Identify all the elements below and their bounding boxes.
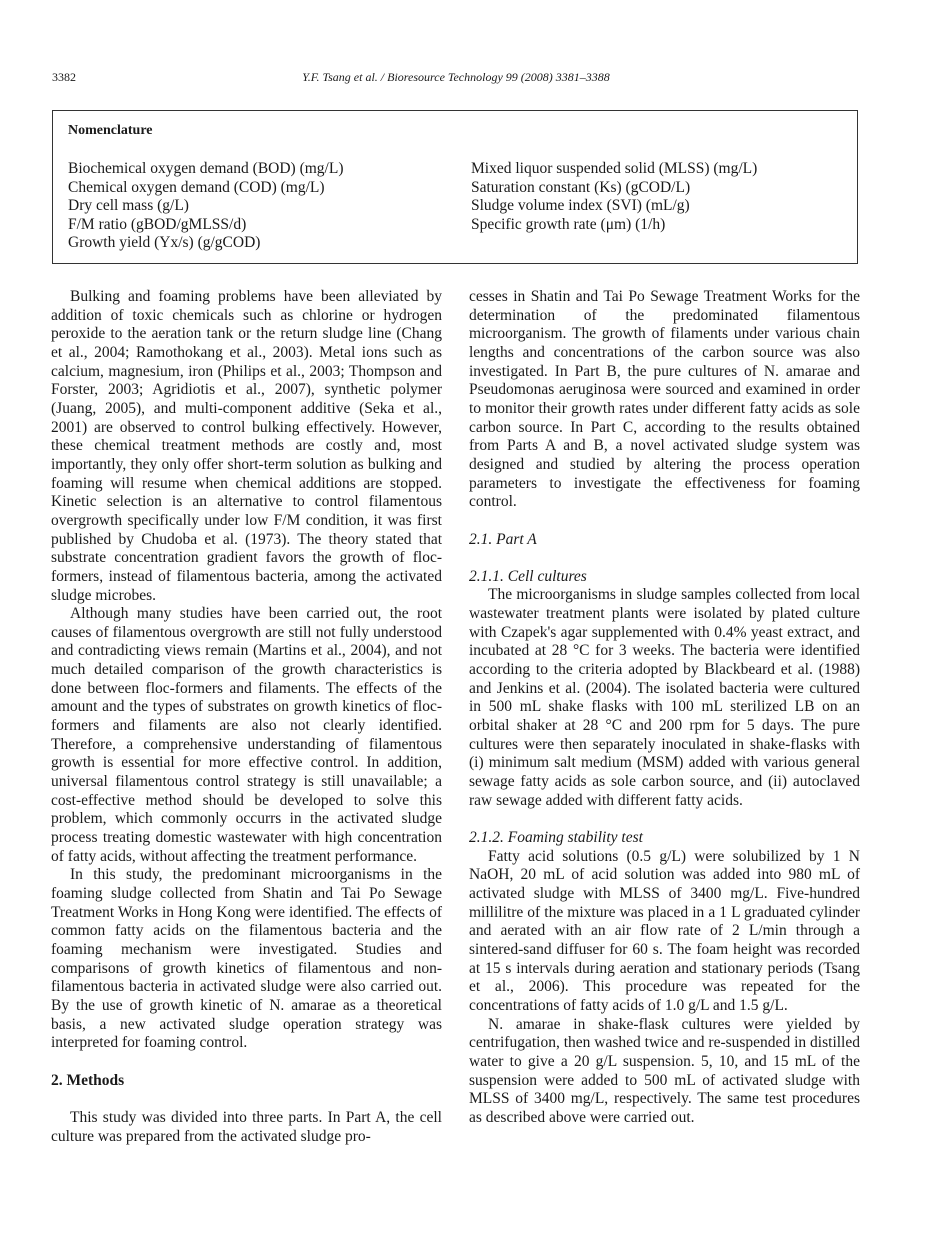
running-head: Y.F. Tsang et al. / Bioresource Technology 99 (2008) 3381–3388: [302, 70, 610, 84]
paragraph-root-causes: Although many studies have been carried out, the root causes of filamentous overgrowth are still not fully understood and contradicting views remain (Martins et al., 2004), and not much detailed comparison of the growth characteristics is done between floc-formers and filaments. The effects of the amount and the types of substrates on growth kinetics of floc-formers and filaments are also not clearly identified. Therefore, a comprehensive understanding of filamentous growth is essential for more effective control. In addition, universal filamentous control strategy is still unavailable; a cost-effective method should be developed to solve this problem, which commonly occurrs in the activated sludge process treating domestic wastewater with high concentration of fatty acids, without affecting the treatment performance.: [51, 605, 442, 865]
nomenclature-item: Specific growth rate (μm) (1/h): [471, 215, 666, 233]
paragraph-study-parts: This study was divided into three parts. In Part A, the cell culture was prepared from the activated sludge pro-: [51, 1108, 442, 1145]
page-header: [52, 70, 860, 88]
paragraph-study-parts-continued: cesses in Shatin and Tai Po Sewage Treatment Works for the determination of the predominated filamentous microorganism. The growth of filaments under various chain lengths and concentrations of the carbon source was also investigated. In Part B, the pure cultures of N. amarae and Pseudomonas aeruginosa were sourced and examined in order to monitor their growth rates under different fatty acids as sole carbon source. In Part C, according to the results obtained from Parts A and B, a novel activated sludge system was designed and studied by altering the process operation parameters to investigate the effectiveness for foaming control.: [469, 288, 860, 511]
nomenclature-item: Dry cell mass (g/L): [68, 197, 189, 215]
nomenclature-item: Growth yield (Yx/s) (g/gCOD): [68, 234, 261, 252]
subsection-heading-part-a: 2.1. Part A: [469, 530, 537, 548]
nomenclature-title: Nomenclature: [68, 123, 153, 138]
nomenclature-item: Biochemical oxygen demand (BOD) (mg/L): [68, 160, 344, 177]
nomenclature-item: Chemical oxygen demand (COD) (mg/L): [68, 178, 325, 196]
subsection-heading-foaming-test: 2.1.2. Foaming stability test: [469, 828, 643, 846]
paragraph-this-study: In this study, the predominant microorganisms in the foaming sludge collected from Shatin and Tai Po Sewage Treatment Works in Hong Kong were identified. The effects of common fatty acids on the filamentous bacteria and the foaming mechanism were investigated. Studies and comparisons of growth kinetics of filamentous and non-filamentous bacteria in activated sludge were also carried out. By the use of growth kinetic of N. amarae as a theoretical basis, a new activated sludge operation strategy was interpreted for foaming control.: [51, 866, 442, 1052]
paragraph-bulking-foaming: Bulking and foaming problems have been alleviated by addition of toxic chemicals such as chlorine or hydrogen peroxide to the aeration tank or the return sludge line (Chang et al., 2004; Ramothokang et al., 2003). Metal ions such as calcium, magnesium, iron (Philips et al., 2003; Thompson and Forster, 2003; Agridiotis et al., 2007), synthetic polymer (Juang, 2005), and multi-component additive (Seka et al., 2001) are observed to control bulking effectively. However, these chemical treatment methods are costly and, most importantly, they only offer short-term solution as bulking and foaming will resume when chemical additions are stopped. Kinetic selection is an alternative to control filamentous overgrowth specifically under low F/M condition, it was first published by Chudoba et al. (1973). The theory stated that substrate concentration gradient favors the growth of floc-formers, instead of filamentous bacteria, among the activated sludge microbes.: [51, 288, 442, 604]
right-column: [469, 288, 860, 1127]
page-number: 3382: [52, 70, 76, 84]
paragraph-foaming-test: Fatty acid solutions (0.5 g/L) were solubilized by 1 N NaOH, 20 mL of acid solution was added into 980 mL of activated sludge with MLSS of 3400 mg/L. Five-hundred millilitre of the mixture was placed in a 1 L graduated cylinder and aerated with an air flow rate of 2 L/min through a sintered-sand diffuser for 60 s. The foam height was recorded at 15 s intervals during aeration and stationary periods (Tsang et al., 2006). This procedure was repeated for the concentrations of fatty acids of 1.0 g/L and 1.5 g/L.: [469, 847, 860, 1014]
paragraph-amarae-suspension: N. amarae in shake-flask cultures were yielded by centrifugation, then washed twice and re-suspended in distilled water to give a 20 g/L suspension. 5, 10, and 15 mL of the suspension were added to 500 mL of activated sludge with MLSS of 3400 mg/L, respectively. The same test procedures as described above were carried out.: [469, 1015, 860, 1126]
nomenclature-box: [52, 110, 858, 264]
paragraph-cell-cultures: The microorganisms in sludge samples collected from local wastewater treatment plants were isolated by plated culture with Czapek's agar supplemented with 0.4% yeast extract, and incubated at 28 °C for 3 weeks. The bacteria were identified according to the criteria adopted by Blackbeard et al. (1988) and Jenkins et al. (2004). The isolated bacteria were cultured in 500 mL shake flasks with 100 mL sterilized LB on an orbital shaker at 28 °C and 200 rpm for 5 days. The pure cultures were then separately inoculated in shake-flasks with (i) minimum salt medium (MSM) added with various general sewage fatty acids as sole carbon source, and (ii) autoclaved raw sewage added with different fatty acids.: [469, 586, 860, 809]
nomenclature-item: F/M ratio (gBOD/gMLSS/d): [68, 215, 247, 233]
nomenclature-item: Sludge volume index (SVI) (mL/g): [471, 197, 690, 215]
nomenclature-item: Mixed liquor suspended solid (MLSS) (mg/L): [471, 160, 758, 177]
nomenclature-item: Saturation constant (Ks) (gCOD/L): [471, 178, 691, 196]
subsection-heading-cell-cultures: 2.1.1. Cell cultures: [469, 567, 587, 585]
nomenclature-right-column: [471, 160, 757, 234]
left-column: [51, 288, 442, 1146]
nomenclature-left-column: [68, 160, 343, 253]
section-heading-methods: 2. Methods: [51, 1071, 125, 1089]
